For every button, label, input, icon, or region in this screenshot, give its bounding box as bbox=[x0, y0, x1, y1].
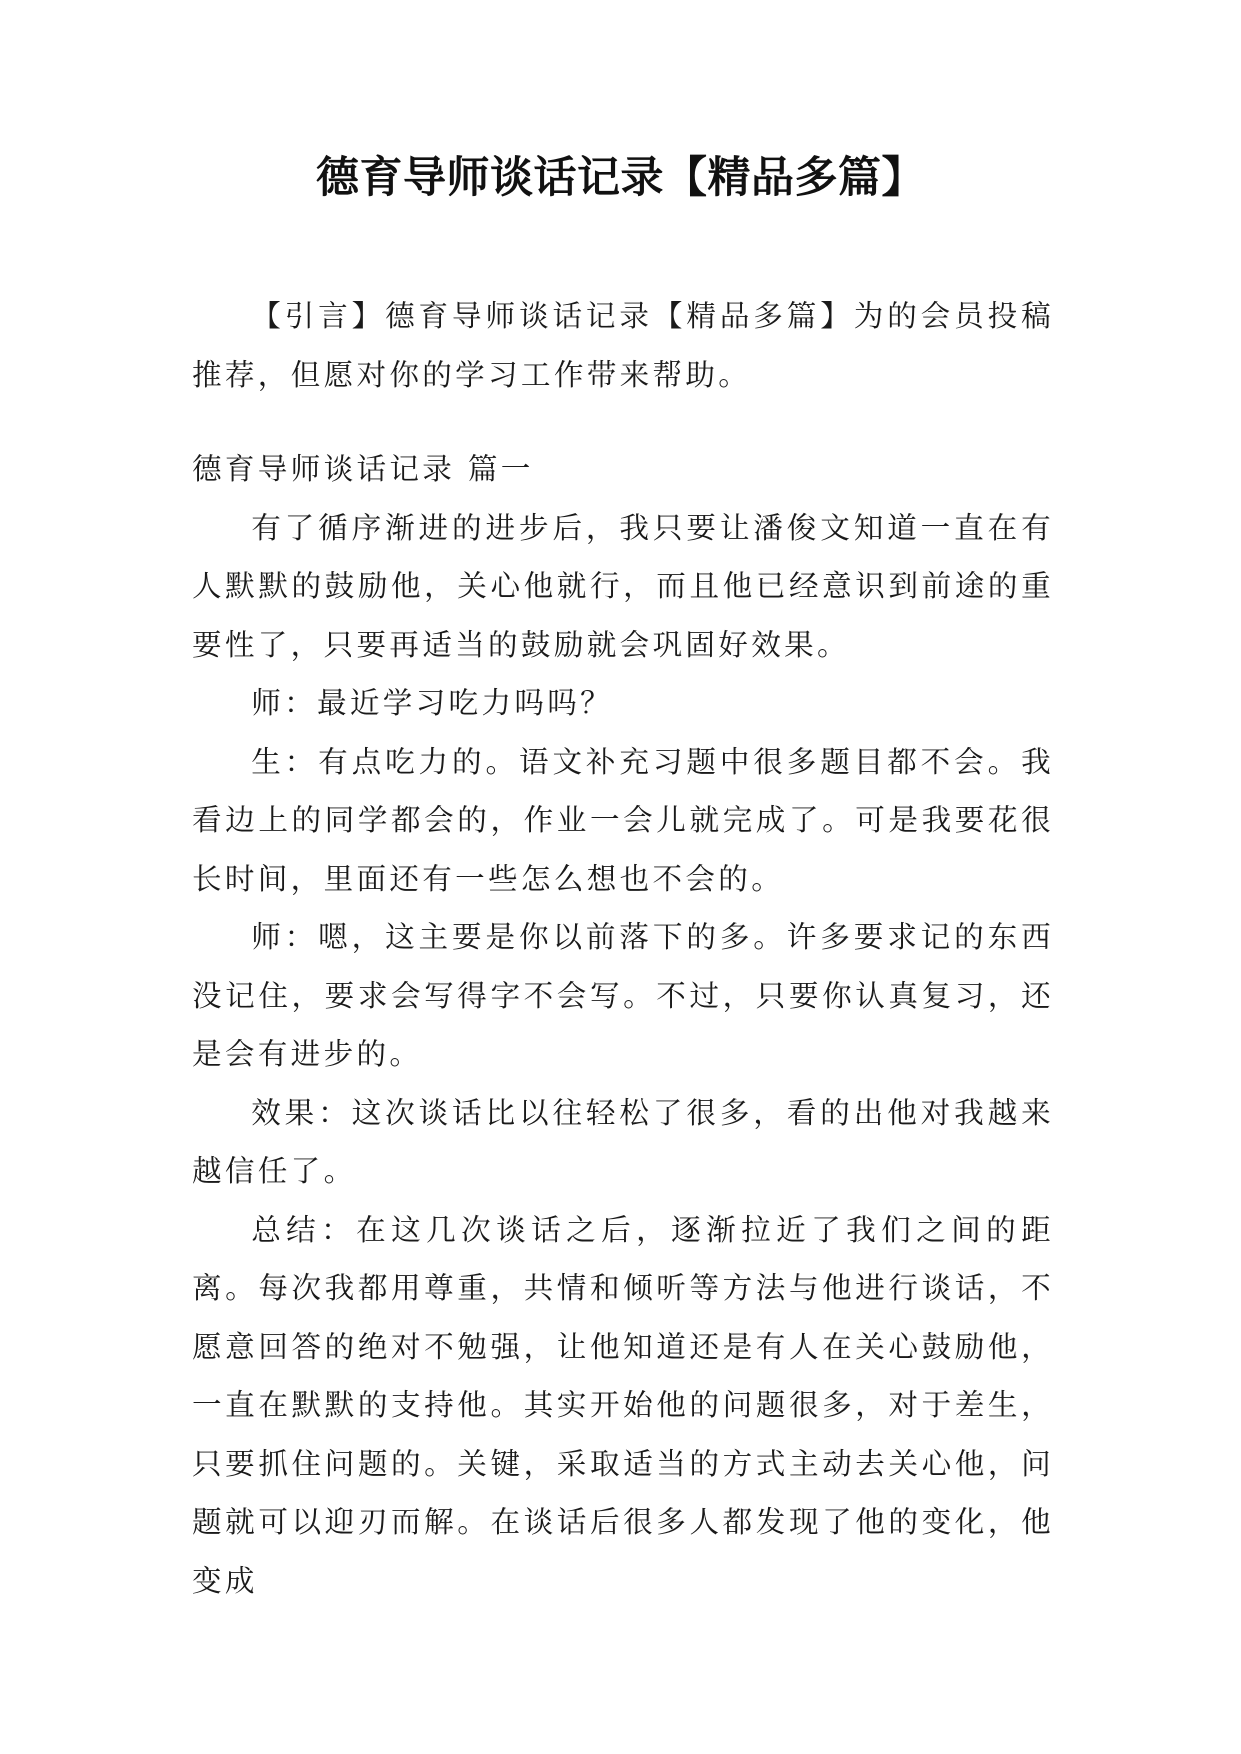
body-paragraph: 有了循序渐进的进步后，我只要让潘俊文知道一直在有人默默的鼓励他，关心他就行，而且他已经意识到前途的重要性了，只要再适当的鼓励就会巩固好效果。 bbox=[192, 510, 1054, 662]
intro-paragraph: 【引言】德育导师谈话记录【精品多篇】为的会员投稿推荐，但愿对你的学习工作带来帮助。 bbox=[192, 299, 1054, 392]
paragraph-gap bbox=[192, 404, 1054, 440]
dialogue-teacher-question: 师：最近学习吃力吗吗？ bbox=[251, 686, 614, 720]
effect-paragraph: 效果：这次谈话比以往轻松了很多，看的出他对我越来越信任了。 bbox=[192, 1095, 1054, 1188]
section-heading: 德育导师谈话记录 篇一 bbox=[192, 452, 534, 486]
dialogue-student-answer: 生：有点吃力的。语文补充习题中很多题目都不会。我看边上的同学都会的，作业一会儿就完成了。可是我要花很长时间，里面还有一些怎么想也不会的。 bbox=[192, 744, 1054, 896]
dialogue-teacher-reply: 师：嗯，这主要是你以前落下的多。许多要求记的东西没记住，要求会写得字不会写。不过，只要你认真复习，还是会有进步的。 bbox=[192, 920, 1054, 1071]
summary-paragraph: 总结：在这几次谈话之后，逐渐拉近了我们之间的距离。每次我都用尊重，共情和倾听等方法与他进行谈话，不愿意回答的绝对不勉强，让他知道还是有人在关心鼓励他，一直在默默的支持他。其实开始他的问题很多，对于差生，只要抓住问题的。关键，采取适当的方式主动去关心他，问题就可以迎刃而解。在谈话后很多人都发现了他的变化，他变成 bbox=[192, 1212, 1054, 1598]
document-body bbox=[192, 287, 1054, 1610]
document-title: 德育导师谈话记录【精品多篇】 bbox=[316, 153, 925, 203]
